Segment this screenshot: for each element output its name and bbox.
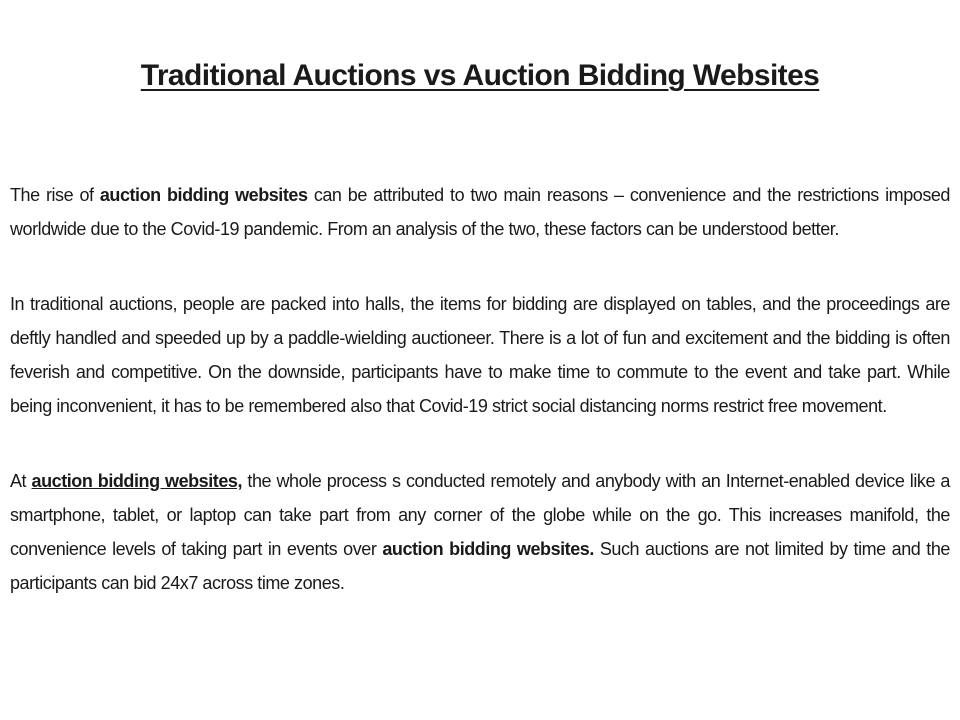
paragraph-text: At: [10, 471, 32, 491]
paragraph-traditional-auctions: [10, 287, 950, 423]
bold-phrase: auction bidding websites.: [382, 539, 594, 559]
paragraph-text: Such auctions are not limited by time and the participants can bid 24x7 across time zones.: [10, 539, 950, 593]
page-title: Traditional Auctions vs Auction Bidding Websites: [140, 59, 820, 92]
paragraph-text: The rise of: [10, 185, 100, 205]
body-text: [10, 178, 950, 600]
auction-bidding-websites-link[interactable]: auction bidding websites,: [31, 471, 243, 491]
paragraph-text: the whole process s conducted remotely and anybody with an Internet-enabled device like a smartphone, tablet, or laptop can take part from any corner of the globe while on the go. This increases manifold, the convenience levels of taking part in events over: [10, 471, 950, 559]
bold-phrase: auction bidding websites: [99, 185, 308, 205]
paragraph-text: can be attributed to two main reasons – convenience and the restrictions imposed worldwide due to the Covid-19 pandemic. From an analysis of the two, these factors can be understood better.: [10, 185, 950, 239]
paragraph-intro: [10, 178, 950, 246]
paragraph-text: In traditional auctions, people are packed into halls, the items for bidding are displayed on tables, and the proceedings are deftly handled and speeded up by a paddle-wielding auctioneer. There is a lot of fun and excitement and the bidding is often feverish and competitive. On the downside, participants have to make time to commute to the event and take part. While being inconvenient, it has to be remembered also that Covid-19 strict social distancing norms restrict free movement.: [10, 294, 950, 416]
paragraph-bidding-websites: [10, 464, 950, 600]
